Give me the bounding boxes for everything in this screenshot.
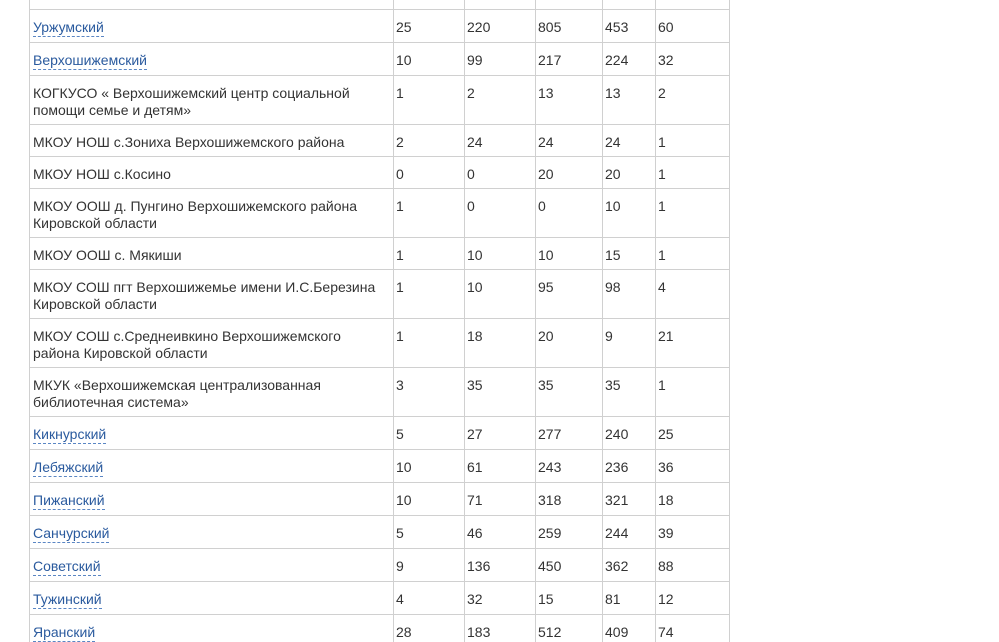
value-cell-2: 32: [465, 582, 536, 615]
value-cell-4: 453: [603, 10, 656, 43]
district-link[interactable]: Пижанский: [33, 492, 105, 508]
district-row: [30, 450, 730, 483]
name-cell: [30, 417, 394, 450]
value-cell-1: 10: [394, 483, 465, 516]
value-cell-3: [536, 0, 603, 10]
name-cell: [30, 157, 394, 189]
value-cell-2: 183: [465, 615, 536, 642]
value-cell-4: 35: [603, 368, 656, 417]
value-cell-3: 24: [536, 125, 603, 157]
institution-row: [30, 125, 730, 157]
institution-name: КОГКУСО « Верхошижемский центр социальной помощи семье и детям»: [33, 85, 350, 118]
district-link[interactable]: Санчурский: [33, 525, 110, 541]
value-cell-4: 409: [603, 615, 656, 642]
institution-row: [30, 189, 730, 238]
institution-name: МКОУ ООШ д. Пунгино Верхошижемского района Кировской области: [33, 198, 358, 231]
value-cell-2: 10: [465, 270, 536, 319]
institution-name: МКОУ НОШ с.Зониха Верхошижемского района: [33, 134, 345, 150]
value-cell-1: 1: [394, 270, 465, 319]
institution-name: МКОУ НОШ с.Косино: [33, 166, 171, 182]
value-cell-1: 4: [394, 582, 465, 615]
value-cell-4: 15: [603, 238, 656, 270]
value-cell-3: 13: [536, 76, 603, 125]
name-cell: [30, 516, 394, 549]
institution-row: [30, 368, 730, 417]
name-cell: [30, 319, 394, 368]
district-row: [30, 615, 730, 642]
value-cell-1: 25: [394, 10, 465, 43]
district-link[interactable]: Тужинский: [33, 591, 102, 607]
name-cell: [30, 189, 394, 238]
value-cell-1: 1: [394, 319, 465, 368]
value-cell-2: 99: [465, 43, 536, 76]
district-row: [30, 483, 730, 516]
value-cell-2: 0: [465, 157, 536, 189]
value-cell-2: 61: [465, 450, 536, 483]
value-cell-1: 2: [394, 125, 465, 157]
district-link[interactable]: Лебяжский: [33, 459, 104, 475]
value-cell-2: 46: [465, 516, 536, 549]
value-cell-1: 10: [394, 450, 465, 483]
value-cell-5: [656, 0, 730, 10]
value-cell-3: 318: [536, 483, 603, 516]
value-cell-4: 224: [603, 43, 656, 76]
value-cell-2: 18: [465, 319, 536, 368]
value-cell-1: 5: [394, 516, 465, 549]
name-cell: [30, 238, 394, 270]
value-cell-5: 88: [656, 549, 730, 582]
value-cell-3: 20: [536, 157, 603, 189]
name-cell: [30, 10, 394, 43]
district-link[interactable]: Яранский: [33, 624, 96, 640]
value-cell-2: 136: [465, 549, 536, 582]
district-link[interactable]: Кикнурский: [33, 426, 107, 442]
value-cell-5: 12: [656, 582, 730, 615]
value-cell-5: 1: [656, 157, 730, 189]
value-cell-1: 28: [394, 615, 465, 642]
name-cell: [30, 43, 394, 76]
value-cell-4: 362: [603, 549, 656, 582]
value-cell-3: 35: [536, 368, 603, 417]
value-cell-4: 240: [603, 417, 656, 450]
value-cell-4: 81: [603, 582, 656, 615]
value-cell-3: 277: [536, 417, 603, 450]
value-cell-4: 236: [603, 450, 656, 483]
value-cell-5: 25: [656, 417, 730, 450]
district-row: [30, 582, 730, 615]
district-row: [30, 0, 730, 10]
statistics-table: [29, 0, 730, 642]
institution-name: МКУК «Верхошижемская централизованная библиотечная система»: [33, 377, 321, 410]
value-cell-1: [394, 0, 465, 10]
value-cell-1: 1: [394, 76, 465, 125]
name-cell: [30, 450, 394, 483]
value-cell-4: 13: [603, 76, 656, 125]
value-cell-1: 10: [394, 43, 465, 76]
value-cell-2: 0: [465, 189, 536, 238]
value-cell-2: 35: [465, 368, 536, 417]
value-cell-5: 39: [656, 516, 730, 549]
value-cell-5: 1: [656, 238, 730, 270]
value-cell-2: 71: [465, 483, 536, 516]
value-cell-2: 27: [465, 417, 536, 450]
institution-name: МКОУ СОШ пгт Верхошижемье имени И.С.Березина Кировской области: [33, 279, 376, 312]
value-cell-1: 9: [394, 549, 465, 582]
name-cell: [30, 368, 394, 417]
name-cell: [30, 549, 394, 582]
district-link[interactable]: Уржумский: [33, 19, 104, 35]
institution-row: [30, 238, 730, 270]
value-cell-4: 10: [603, 189, 656, 238]
value-cell-3: 259: [536, 516, 603, 549]
value-cell-1: 3: [394, 368, 465, 417]
value-cell-1: 0: [394, 157, 465, 189]
name-cell: [30, 582, 394, 615]
value-cell-5: 74: [656, 615, 730, 642]
value-cell-3: 217: [536, 43, 603, 76]
value-cell-1: 5: [394, 417, 465, 450]
institution-row: [30, 319, 730, 368]
value-cell-5: 1: [656, 125, 730, 157]
institution-row: [30, 76, 730, 125]
value-cell-3: 10: [536, 238, 603, 270]
value-cell-5: 4: [656, 270, 730, 319]
name-cell: [30, 125, 394, 157]
district-row: [30, 417, 730, 450]
value-cell-3: 95: [536, 270, 603, 319]
institution-name: МКОУ СОШ с.Среднеивкино Верхошижемского района Кировской области: [33, 328, 341, 361]
value-cell-3: 20: [536, 319, 603, 368]
value-cell-5: 1: [656, 189, 730, 238]
value-cell-3: 0: [536, 189, 603, 238]
value-cell-4: 24: [603, 125, 656, 157]
value-cell-5: 18: [656, 483, 730, 516]
institution-row: [30, 157, 730, 189]
name-cell: [30, 483, 394, 516]
value-cell-5: 21: [656, 319, 730, 368]
value-cell-4: 98: [603, 270, 656, 319]
value-cell-1: 1: [394, 238, 465, 270]
value-cell-4: 321: [603, 483, 656, 516]
value-cell-5: 36: [656, 450, 730, 483]
value-cell-5: 60: [656, 10, 730, 43]
district-link[interactable]: Советский: [33, 558, 101, 574]
value-cell-2: 2: [465, 76, 536, 125]
district-row: [30, 10, 730, 43]
institution-row: [30, 270, 730, 319]
district-link[interactable]: Верхошижемский: [33, 52, 147, 68]
value-cell-3: 450: [536, 549, 603, 582]
value-cell-4: 9: [603, 319, 656, 368]
value-cell-3: 512: [536, 615, 603, 642]
name-cell: [30, 76, 394, 125]
value-cell-2: 10: [465, 238, 536, 270]
value-cell-5: 2: [656, 76, 730, 125]
value-cell-4: 244: [603, 516, 656, 549]
district-row: [30, 549, 730, 582]
value-cell-2: 24: [465, 125, 536, 157]
value-cell-1: 1: [394, 189, 465, 238]
name-cell: [30, 270, 394, 319]
value-cell-4: [603, 0, 656, 10]
district-row: [30, 43, 730, 76]
value-cell-4: 20: [603, 157, 656, 189]
name-cell: [30, 615, 394, 642]
name-cell: [30, 0, 394, 10]
statistics-table-body: [30, 0, 730, 642]
value-cell-2: [465, 0, 536, 10]
institution-name: МКОУ ООШ с. Мякиши: [33, 247, 182, 263]
value-cell-3: 15: [536, 582, 603, 615]
value-cell-3: 243: [536, 450, 603, 483]
value-cell-2: 220: [465, 10, 536, 43]
value-cell-3: 805: [536, 10, 603, 43]
value-cell-5: 1: [656, 368, 730, 417]
district-row: [30, 516, 730, 549]
value-cell-5: 32: [656, 43, 730, 76]
